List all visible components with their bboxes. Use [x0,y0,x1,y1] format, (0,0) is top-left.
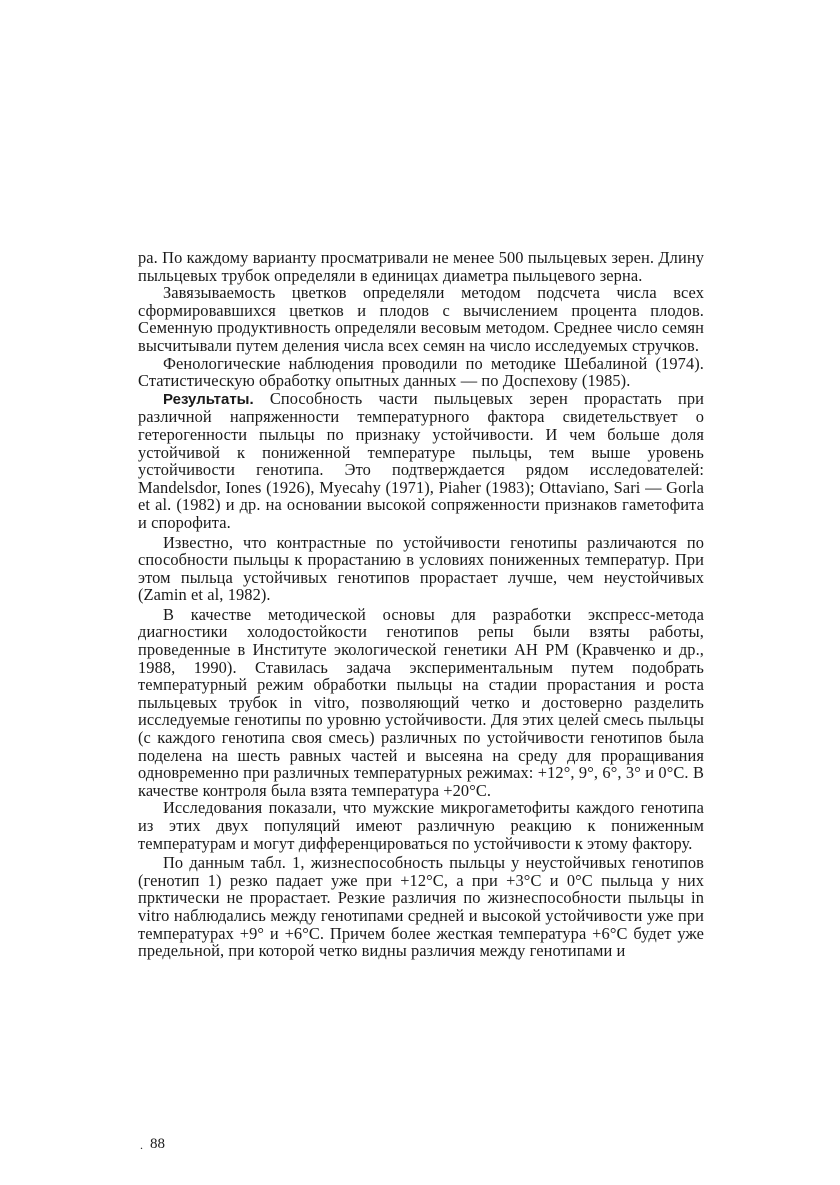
body-text [138,249,704,960]
page-mark: . [140,1138,143,1152]
page-number: 88 [150,1136,165,1152]
paragraph-continuation: ра. По каждому варианту просматривали не менее 500 пыльцевых зерен. Длину пыльцевых трубок определяли в единицах диаметра пыльцевого зерна. [138,248,704,285]
paragraph-table-data: По данным табл. 1, жизнеспособность пыльцы у неустойчивых генотипов (генотип 1) резко падает уже при +12°С, а при +3°С и 0°С пыльца у них прктически не прорастает. Резкие различия по жизнеспособности пыльцы in vitro наблюдались между генотипами средней и высокой устойчивости уже при температурах +9° и +6°С. Причем более жесткая температура +6°С будет уже предельной, при которой четко видны различия между генотипами и [138,853,704,961]
paragraph-contrast-genotypes: Известно, что контрастные по устойчивости генотипы различаются по способности пыльцы к прорастанию в условиях пониженных температур. При этом пыльца устойчивых генотипов прорастает лучше, чем неустойчивых (Zamin et al, 1982). [138,532,704,605]
paragraph-phenology: Фенологические наблюдения проводили по методике Шебалиной (1974). Статистическую обработку опытных данных — по Доспехову (1985). [138,353,704,391]
paragraph-method-basis: В качестве методической основы для разработки экспресс-метода диагностики холодостойкости генотипов репы были взяты работы, проведенные в Институте экологической генетики АН РМ (Кравченко и др., 1988, 1990). Ставилась задача экспериментальным путем подобрать температурный режим обработки пыльцы на стадии прорастания и роста пыльцевых трубок in vitro, позволяющий четко и достоверно разделить исследуемые генотипы по уровню устойчивости. Для этих целей смесь пыльцы (с каждого генотипа своя смесь) различных по устойчивости генотипов была поделена на шесть равных частей и высеяна на среду для проращивания одновременно при различных температурных режимах: +12°, 9°, 6°, 3° и 0°С. В качестве контроля была взята температура +20°С. [138,604,704,800]
results-heading: Результаты. [163,390,254,408]
paragraph-fruit-set: Завязываемость цветков определяли методом подсчета числа всех сформировавшихся цветков и плодов с вычислением процента плодов. Семенную продуктивность определяли весовым методом. Среднее число семян высчитывали путем деления числа всех семян на число исследуемых стручков. [138,283,704,355]
paragraph-studies: Исследования показали, что мужские микрогаметофиты каждого генотипа из этих двух популяций имеют различную реакцию к пониженным температурам и могут дифференцироваться по устойчивости к этому фактору. [138,798,704,853]
paragraph-results [138,390,704,532]
results-text: Способность части пыльцевых зерен прорастать при различной напряженности температурного фактора свидетельствует о гетерогенности пыльцы по признаку устойчивости. И чем больше доля устойчивой к пониженной температуре пыльцы, тем выше уровень устойчивости генотипа. Это подтверждается рядом исследователей: Mandelsdor, Iones (1926), Myecahy (1971), Piaher (1983); Ottaviano, Sari — Gorla et al. (1982) и др. на основании высокой сопряженности признаков гаметофита и спорофита. [138,388,704,532]
